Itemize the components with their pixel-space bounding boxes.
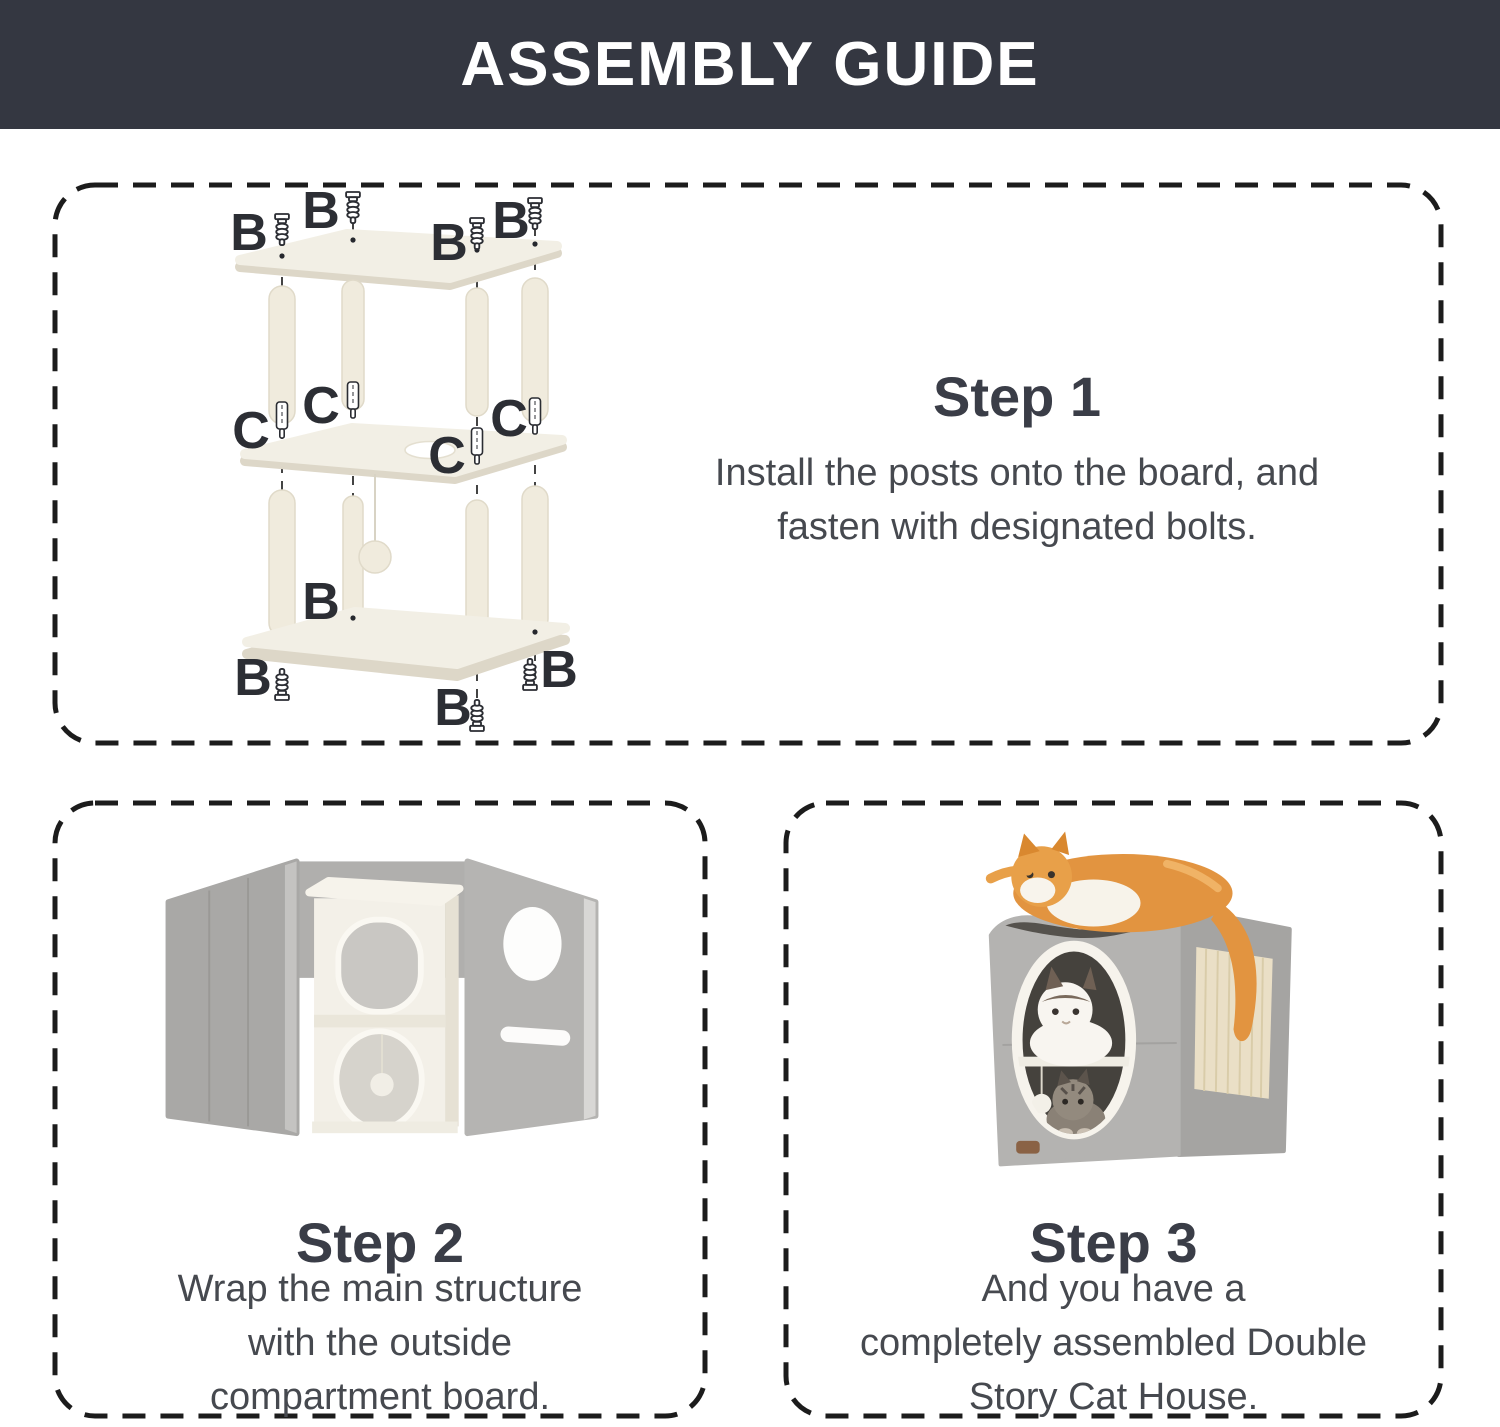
bolt-icon: [528, 198, 542, 229]
step3-desc-line1: And you have a: [981, 1268, 1246, 1310]
upper-opening: [338, 920, 420, 1012]
hanging-ball-toy: [370, 1073, 393, 1096]
bolt-label: B: [540, 641, 578, 699]
brand-patch: [1016, 1141, 1039, 1154]
connector-label: C: [428, 427, 466, 485]
bolt-label: B: [302, 573, 340, 631]
bolt-label: B: [492, 192, 530, 250]
step3-desc-line3: Story Cat House.: [968, 1376, 1259, 1418]
step1-panel: [52, 182, 1444, 746]
left-fabric-flap: [168, 861, 296, 1133]
step2-desc-line1: Wrap the main structure: [177, 1268, 583, 1310]
header-bar: [0, 0, 1500, 129]
step2-title: Step 2: [295, 1211, 465, 1274]
connector-icon: [348, 382, 359, 418]
main-structure-tower: [309, 881, 459, 1133]
step2-desc-line3: compartment board.: [209, 1376, 551, 1418]
connector-label: C: [232, 402, 270, 460]
front-opening: [1015, 946, 1132, 1139]
bolt-label: B: [302, 190, 340, 240]
connector-label: C: [302, 377, 340, 435]
step3-description: [783, 1262, 1444, 1424]
step1-desc-line1: Install the posts onto the board, and: [714, 452, 1320, 494]
bolt-icon: [275, 214, 289, 245]
bolt-label: B: [434, 679, 472, 735]
bolt-label: B: [430, 214, 468, 272]
bolt-icon: [470, 700, 484, 731]
bolt-icon: [275, 669, 289, 700]
step3-panel: [783, 800, 1444, 1419]
hanging-ball-toy: [359, 474, 391, 573]
step2-description: [52, 1262, 708, 1424]
bolt-icon: [523, 659, 537, 690]
step1-desc-line2: fasten with designated bolts.: [777, 506, 1257, 548]
step1-exploded-diagram: [225, 190, 645, 735]
connector-icon: [277, 402, 288, 438]
bolt-label: B: [234, 649, 272, 707]
connector-icon: [530, 398, 541, 434]
right-fabric-flap: [467, 861, 595, 1133]
step2-desc-line2: with the outside: [247, 1322, 513, 1364]
bolt-label: B: [230, 204, 268, 262]
connector-label: C: [490, 390, 528, 448]
step3-desc-line2: completely assembled Double: [860, 1322, 1367, 1364]
step3-title: Step 3: [1029, 1211, 1198, 1274]
flap-round-hole: [503, 907, 561, 981]
step1-description: [657, 446, 1377, 554]
bolt-icon: [346, 192, 360, 223]
step3-cathouse-illustration: [873, 810, 1363, 1182]
page-title: ASSEMBLY GUIDE: [460, 30, 1040, 99]
step2-wrap-illustration: [147, 842, 617, 1172]
step1-title: Step 1: [932, 365, 1102, 428]
step2-panel: [52, 800, 708, 1419]
